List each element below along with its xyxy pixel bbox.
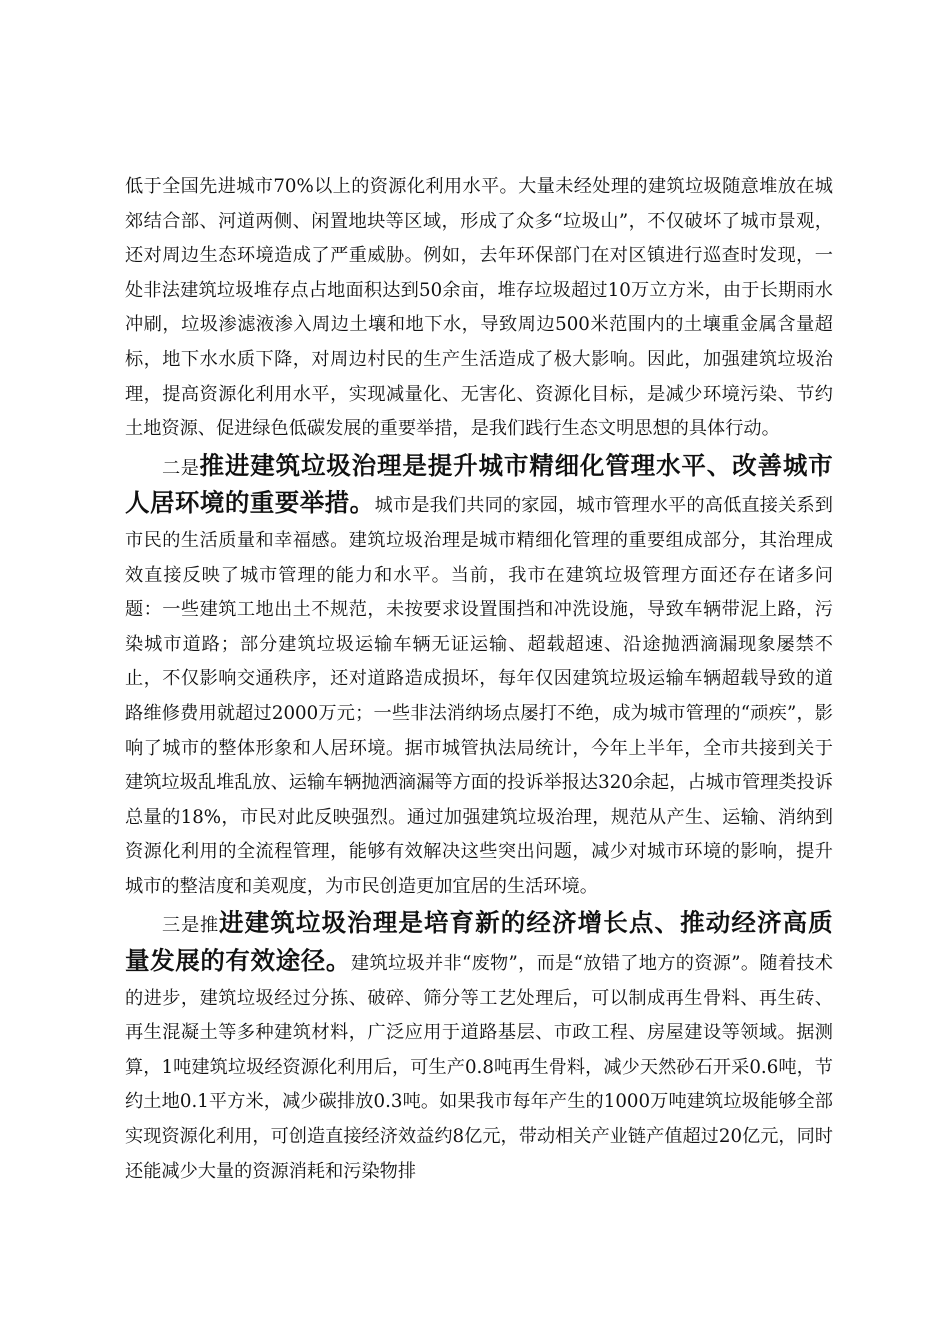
paragraph-2-lead: 二是 — [162, 457, 200, 479]
paragraph-2-body: 城市是我们共同的家园，城市管理水平的高低直接关系到市民的生活质量和幸福感。建筑垃圾治理是城市精细化管理的重要组成部分，其治理成效直接反映了城市管理的能力和水平。当前，我市在建筑垃圾管理方面还存在诸多问题：一些建筑工地出土不规范，未按要求设置围挡和冲洗设施，导致车辆带泥上路，污染城市道路；部分建筑垃圾运输车辆无证运输、超载超速、沿途抛洒滴漏现象屡禁不止，不仅影响交通秩序，还对道路造成损坏，每年仅因建筑垃圾运输车辆超载导致的道路维修费用就超过2000万元；一些非法消纳场点屡打不绝，成为城市管理的“顽疾”，影响了城市的整体形象和人居环境。据市城管执法局统计，今年上半年，全市共接到关于建筑垃圾乱堆乱放、运输车辆抛洒滴漏等方面的投诉举报达320余起，占城市管理类投诉总量的18%，市民对此反映强烈。通过加强建筑垃圾治理，规范从产生、运输、消纳到资源化利用的全流程管理，能够有效解决这些突出问题，减少对城市环境的影响，提升城市的整洁度和美观度，为市民创造更加宜居的生活环境。 — [125, 495, 833, 897]
paragraph-1-text: 低于全国先进城市70%以上的资源化利用水平。大量未经处理的建筑垃圾随意堆放在城郊结合部、河道两侧、闲置地块等区域，形成了众多“垃圾山”，不仅破坏了城市景观，还对周边生态环境造成了严重威胁。例如，去年环保部门在对区镇进行巡查时发现，一处非法建筑垃圾堆存点占地面积达到50余亩，堆存垃圾超过10万立方米，由于长期雨水冲刷，垃圾渗滤液渗入周边土壤和地下水，导致周边500米范围内的土壤重金属含量超标，地下水水质下降，对周边村民的生产生活造成了极大影响。因此，加强建筑垃圾治理，提高资源化利用水平，实现减量化、无害化、资源化目标，是减少环境污染、节约土地资源、促进绿色低碳发展的重要举措，是我们践行生态文明思想的具体行动。 — [125, 176, 833, 440]
paragraph-2 — [125, 449, 833, 905]
paragraph-3-lead: 三是推 — [162, 915, 220, 937]
paragraph-3 — [125, 906, 833, 1189]
document-body — [125, 170, 833, 1189]
paragraph-1 — [125, 170, 833, 447]
paragraph-2-heading: 推进建筑垃圾治理是提升城市精细化管理水平、改善城市人居环境的重要举措。 — [125, 450, 833, 518]
paragraph-3-body: 建筑垃圾并非“废物”，而是“放错了地方的资源”。随着技术的进步，建筑垃圾经过分拣、破碎、筛分等工艺处理后，可以制成再生骨料、再生砖、再生混凝土等多种建筑材料，广泛应用于道路基层、市政工程、房屋建设等领域。据测算，1吨建筑垃圾经资源化利用后，可生产0.8吨再生骨料，减少天然砂石开采0.6吨，节约土地0.1平方米，减少碳排放0.3吨。如果我市每年产生的1000万吨建筑垃圾能够全部实现资源化利用，可创造直接经济效益约8亿元，带动相关产业链产值超过20亿元，同时还能减少大量的资源消耗和污染物排 — [125, 953, 833, 1182]
paragraph-3-heading: 进建筑垃圾治理是培育新的经济增长点、推动经济高质量发展的有效途径。 — [125, 908, 833, 976]
